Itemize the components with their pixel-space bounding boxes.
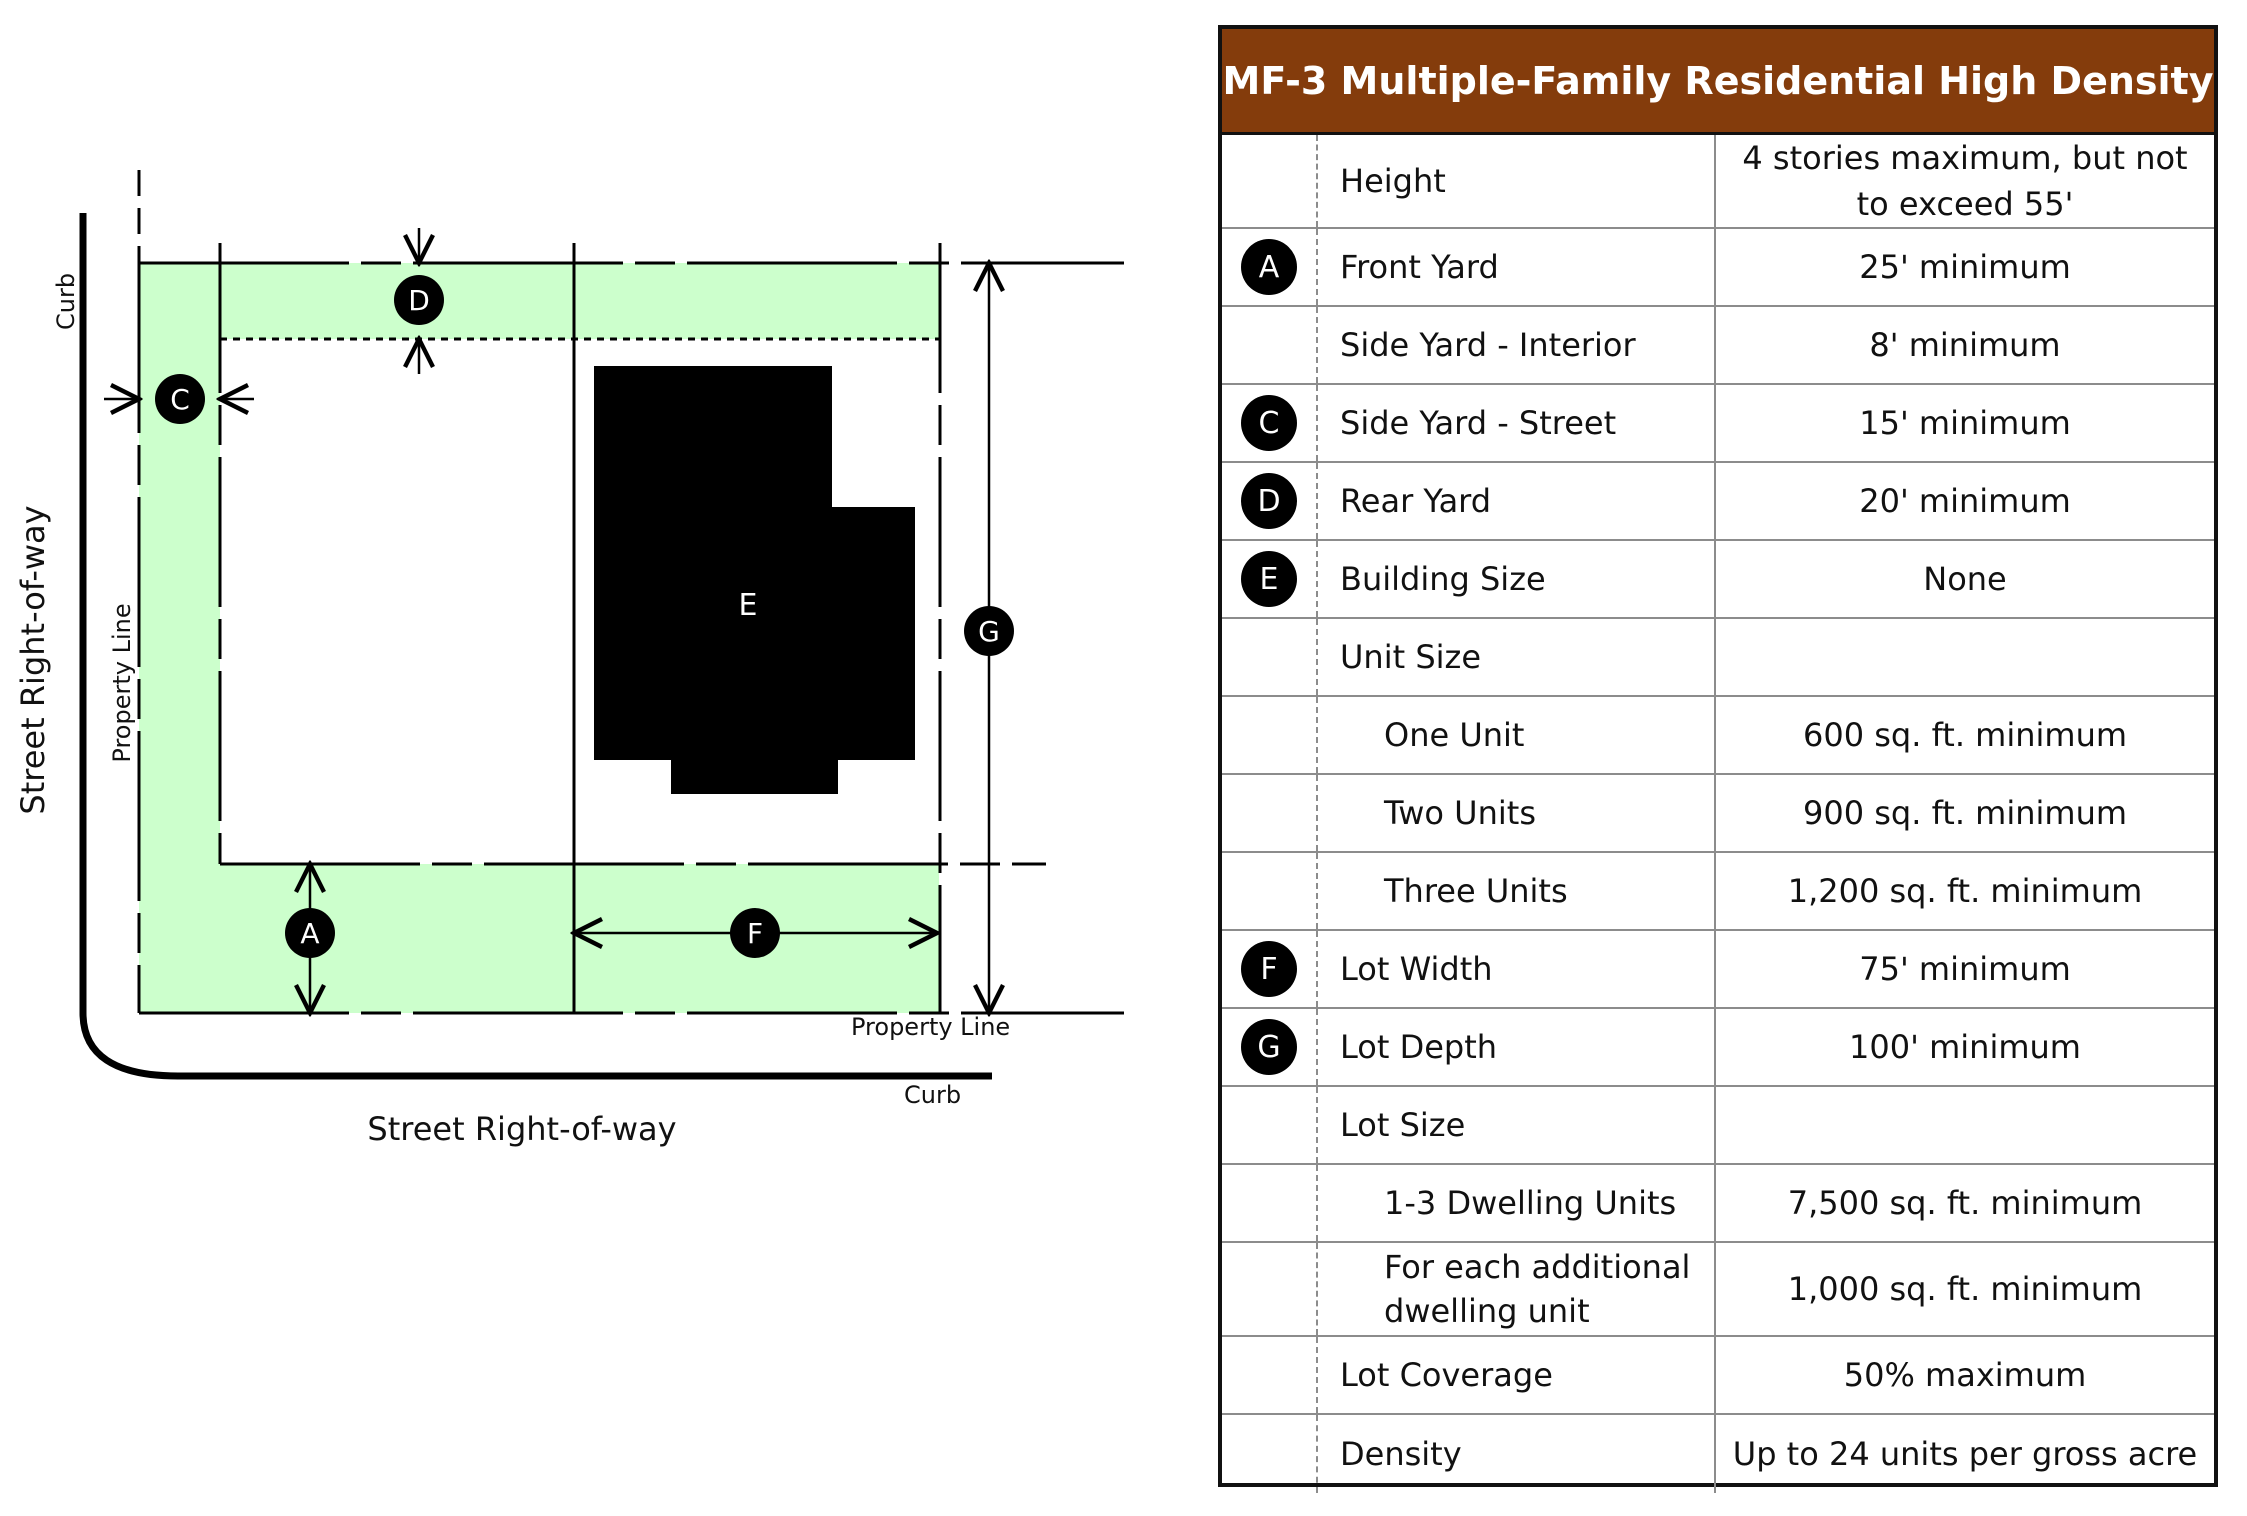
- row-label: Side Yard - Street: [1318, 385, 1716, 461]
- row-value: 7,500 sq. ft. minimum: [1787, 1184, 2143, 1222]
- table-row: [1222, 135, 2214, 229]
- table-title: MF-3 Multiple-Family Residential High Density: [1222, 29, 2214, 135]
- table-row: [1222, 853, 2214, 931]
- row-label: Unit Size: [1318, 619, 1716, 695]
- street-label-bottom: Street Right-of-way: [367, 1110, 677, 1148]
- marker-E-badge: E: [1241, 551, 1297, 607]
- row-value: Up to 24 units per gross acre: [1732, 1435, 2198, 1473]
- table-row: [1222, 775, 2214, 853]
- marker-G: [964, 606, 1014, 656]
- row-marker-cell: [1222, 1165, 1318, 1241]
- row-label: One Unit: [1318, 697, 1716, 773]
- row-label: Height: [1318, 135, 1716, 227]
- row-value: 25' minimum: [1859, 248, 2071, 286]
- row-marker-cell: [1222, 541, 1318, 617]
- front-yard-setback: [139, 864, 939, 1013]
- table-row: [1222, 307, 2214, 385]
- row-label: Lot Coverage: [1318, 1337, 1716, 1413]
- row-marker-cell: [1222, 135, 1318, 227]
- row-value: 50% maximum: [1843, 1356, 2087, 1394]
- row-value: 100' minimum: [1849, 1028, 2081, 1066]
- row-marker-cell: [1222, 463, 1318, 539]
- table-row: [1222, 1087, 2214, 1165]
- row-value: 15' minimum: [1859, 404, 2071, 442]
- property-line-label-bottom: Property Line: [851, 1013, 1011, 1041]
- row-value: [1716, 619, 2214, 695]
- table-rows: [1222, 135, 2214, 1493]
- row-label: Lot Depth: [1318, 1009, 1716, 1085]
- row-value: 900 sq. ft. minimum: [1802, 794, 2128, 832]
- marker-A-text: A: [300, 917, 320, 950]
- table-row: [1222, 229, 2214, 307]
- table-row: [1222, 463, 2214, 541]
- zoning-requirements-table: [1218, 25, 2218, 1487]
- row-marker-cell: [1222, 385, 1318, 461]
- row-marker-cell: [1222, 1415, 1318, 1493]
- table-row: [1222, 1165, 2214, 1243]
- table-row: [1222, 619, 2214, 697]
- marker-G-badge: G: [1241, 1019, 1297, 1075]
- curb-label-top: Curb: [52, 272, 80, 330]
- row-marker-cell: [1222, 853, 1318, 929]
- marker-C: [155, 374, 205, 424]
- marker-G-text: G: [978, 615, 1000, 648]
- marker-D: [394, 275, 444, 325]
- row-label: Building Size: [1318, 541, 1716, 617]
- row-label: Two Units: [1318, 775, 1716, 851]
- table-row: [1222, 541, 2214, 619]
- table-row: [1222, 931, 2214, 1009]
- row-label: Lot Size: [1318, 1087, 1716, 1163]
- marker-F: [730, 908, 780, 958]
- rear-yard-setback: [139, 263, 939, 339]
- row-value: 1,200 sq. ft. minimum: [1787, 872, 2143, 910]
- building-label: E: [738, 588, 758, 623]
- row-label: Front Yard: [1318, 229, 1716, 305]
- row-marker-cell: [1222, 619, 1318, 695]
- row-value: 600 sq. ft. minimum: [1802, 716, 2128, 754]
- street-label-left: Street Right-of-way: [14, 505, 52, 815]
- table-row: [1222, 385, 2214, 463]
- marker-A-badge: A: [1241, 239, 1297, 295]
- marker-F-badge: F: [1241, 941, 1297, 997]
- table-row: [1222, 1009, 2214, 1087]
- row-label: 1-3 Dwelling Units: [1318, 1165, 1716, 1241]
- row-value: 8' minimum: [1869, 326, 2061, 364]
- row-marker-cell: [1222, 1243, 1318, 1335]
- row-marker-cell: [1222, 931, 1318, 1007]
- row-marker-cell: [1222, 229, 1318, 305]
- row-value: [1716, 1087, 2214, 1163]
- marker-F-text: F: [746, 917, 764, 950]
- row-marker-cell: [1222, 307, 1318, 383]
- row-label: Three Units: [1318, 853, 1716, 929]
- building-footprint: [594, 366, 915, 794]
- row-marker-cell: [1222, 1009, 1318, 1085]
- marker-C-text: C: [170, 383, 190, 416]
- row-value: 1,000 sq. ft. minimum: [1787, 1270, 2143, 1308]
- row-label: Rear Yard: [1318, 463, 1716, 539]
- table-row: [1222, 1415, 2214, 1493]
- row-label: Density: [1318, 1415, 1716, 1493]
- row-value: 20' minimum: [1859, 482, 2071, 520]
- row-value: None: [1923, 560, 2007, 598]
- row-label: Lot Width: [1318, 931, 1716, 1007]
- marker-D-badge: D: [1241, 473, 1297, 529]
- marker-A: [285, 908, 335, 958]
- curb-label-bottom: Curb: [904, 1081, 962, 1109]
- marker-C-badge: C: [1241, 395, 1297, 451]
- row-value: 75' minimum: [1859, 950, 2071, 988]
- row-label: Side Yard - Interior: [1318, 307, 1716, 383]
- row-marker-cell: [1222, 775, 1318, 851]
- row-marker-cell: [1222, 1087, 1318, 1163]
- table-row: [1222, 697, 2214, 775]
- row-marker-cell: [1222, 1337, 1318, 1413]
- marker-D-text: D: [408, 284, 430, 317]
- table-row: [1222, 1337, 2214, 1415]
- row-marker-cell: [1222, 697, 1318, 773]
- row-label: For each additional dwelling unit: [1318, 1243, 1716, 1335]
- table-row: [1222, 1243, 2214, 1337]
- property-line-label-left: Property Line: [108, 603, 136, 763]
- row-value: 4 stories maximum, but not to exceed 55': [1742, 139, 2188, 223]
